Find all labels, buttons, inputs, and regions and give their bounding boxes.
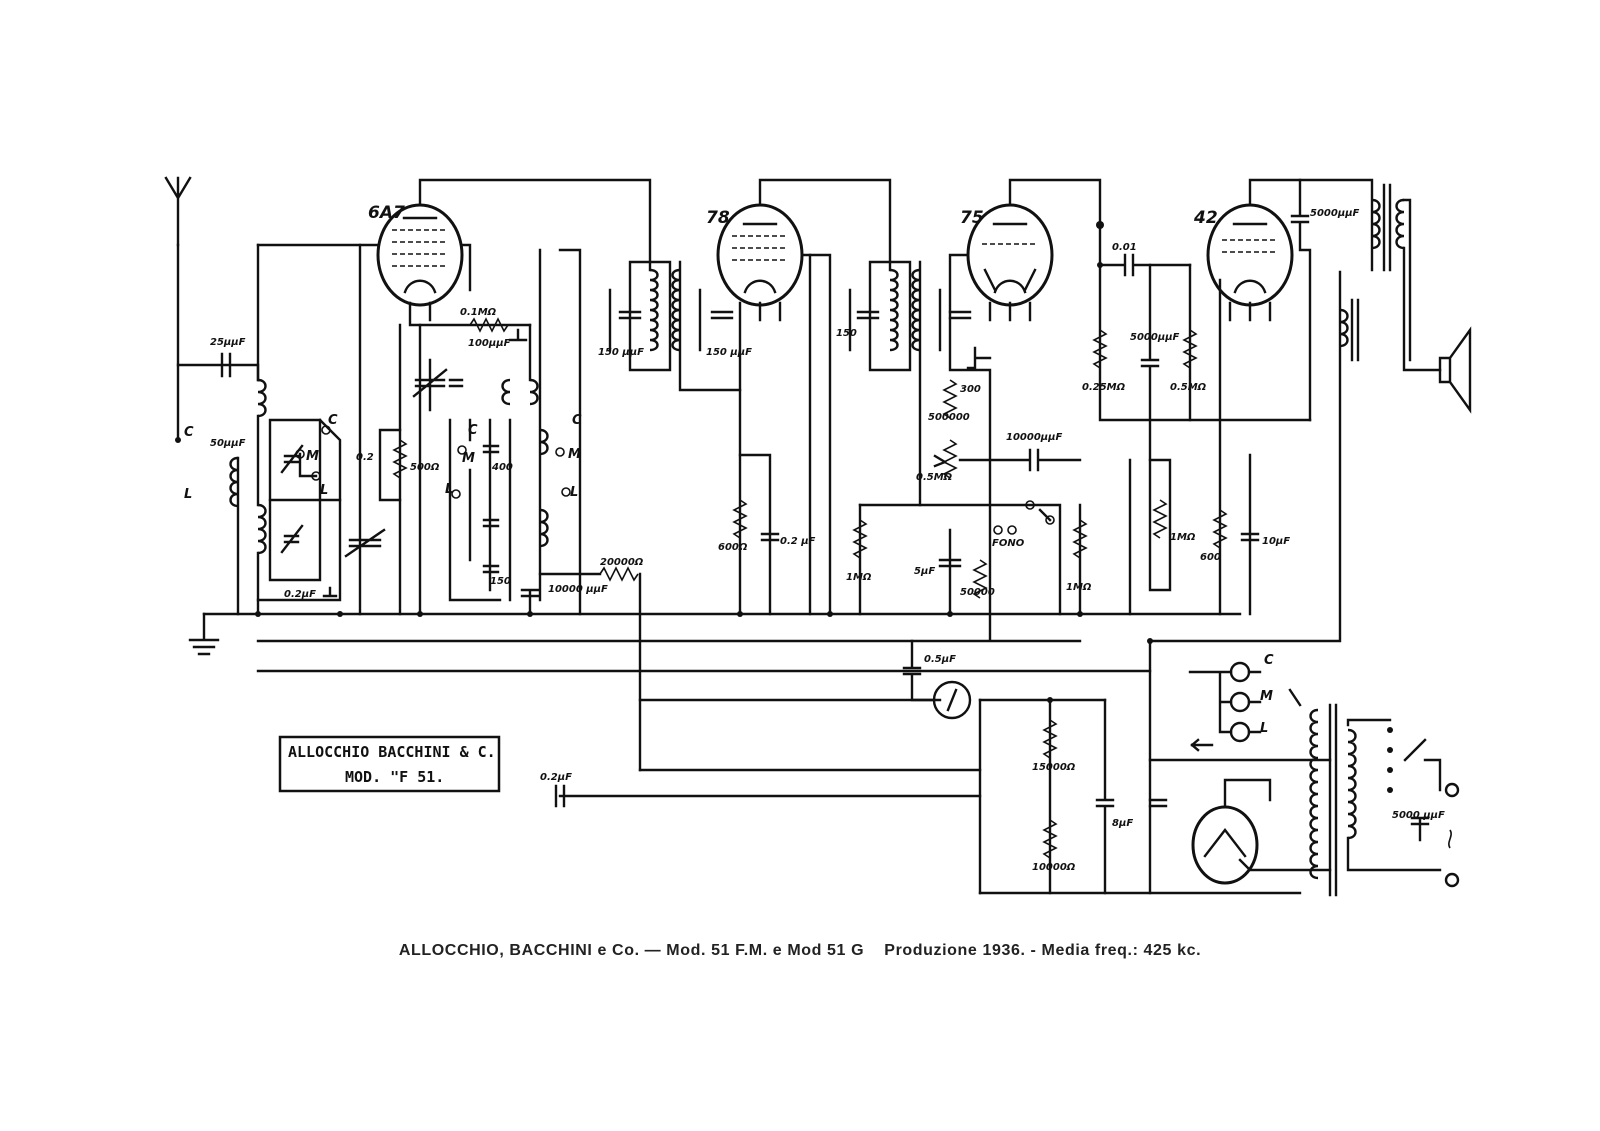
label-c-10uf: 10μF <box>1262 536 1291 547</box>
label-tube-75: 75 <box>960 208 984 228</box>
pilot-lamps <box>1190 663 1300 750</box>
voltage-selector <box>1387 727 1425 793</box>
rectifier-tube <box>1193 807 1257 883</box>
label-c-ant: 25μμF <box>210 337 246 348</box>
label-lamp-c: C <box>1264 653 1274 668</box>
label-c-5uf: 5μF <box>914 566 936 577</box>
label-switch-m1: M <box>306 449 319 464</box>
label-r-05mo: 0.5MΩ <box>916 472 953 483</box>
antenna-symbol <box>166 178 190 245</box>
label-c-150b: 150 μμF <box>598 347 644 358</box>
label-c-02c: 0.2μF <box>540 772 572 783</box>
ground-symbol <box>190 614 218 654</box>
label-r-500: 500Ω <box>410 462 440 473</box>
label-c-5000a: 5000μμF <box>1130 332 1180 343</box>
label-r-025mo: 0.25MΩ <box>1082 382 1126 393</box>
speaker <box>1440 330 1470 410</box>
label-switch-c3: C <box>572 413 582 428</box>
label-r-1mo-vol: 1MΩ <box>1170 532 1196 543</box>
label-tube-78: 78 <box>706 208 730 228</box>
label-switch-l3: L <box>570 485 579 500</box>
label-c-02b: 0.2 μF <box>780 536 816 547</box>
label-r-50000: 50000 <box>960 587 995 598</box>
label-c-001: 0.01 <box>1112 242 1137 253</box>
mains-plug <box>1446 784 1458 886</box>
label-r-600b: 600 <box>1200 552 1221 563</box>
label-c-150a: 150 <box>490 576 511 587</box>
label-switch-c0: C <box>184 425 194 440</box>
label-c-150d: 150 <box>836 328 857 339</box>
label-r-02: 0.2 <box>356 452 374 463</box>
label-switch-c1: C <box>328 413 338 428</box>
label-r-05mo-b: 0.5MΩ <box>1170 382 1207 393</box>
label-c-5000c: 5000 μμF <box>1392 810 1445 821</box>
label-r-1mo-a: 1MΩ <box>846 572 872 583</box>
label-r-600: 600Ω <box>718 542 748 553</box>
label-c-05uf: 0.5μF <box>924 654 956 665</box>
label-r-10000: 10000Ω <box>1032 862 1076 873</box>
label-fono: FONO <box>992 538 1025 549</box>
title-box <box>280 737 499 791</box>
label-r-01mo: 0.1MΩ <box>460 307 497 318</box>
label-switch-l2: L <box>445 482 454 497</box>
title-box-line1: ALLOCCHIO BACCHINI & C. <box>288 743 496 761</box>
label-c-400: 400 <box>492 462 513 473</box>
label-tube-42: 42 <box>1194 208 1218 228</box>
page-caption: ALLOCCHIO, BACCHINI e Co. — Mod. 51 F.M. e Mod 51 G Produzione 1936. - Media freq.: 425 kc. <box>398 942 1202 959</box>
label-c-10000b: 10000μμF <box>1006 432 1063 443</box>
label-c-50: 50μμF <box>210 438 246 449</box>
label-lamp-m: M <box>1260 689 1273 704</box>
tube-78 <box>718 205 802 305</box>
label-c-02a: 0.2μF <box>284 589 316 600</box>
title-box-line2: MOD. "F 51. <box>345 768 445 786</box>
label-switch-l1: L <box>320 483 329 498</box>
label-r-20000: 20000Ω <box>600 557 644 568</box>
label-c-300: 300 <box>960 384 981 395</box>
variable-capacitor-2 <box>346 530 384 556</box>
label-c-5000b: 5000μμF <box>1310 208 1360 219</box>
label-c-10000: 10000 μμF <box>548 584 608 595</box>
label-r-500k: 500000 <box>928 412 970 423</box>
label-switch-l0: L <box>184 487 193 502</box>
label-r-15000: 15000Ω <box>1032 762 1076 773</box>
label-switch-c2: C <box>468 423 478 438</box>
label-c-150c: 150 μμF <box>706 347 752 358</box>
label-c-8uf: 8μF <box>1112 818 1134 829</box>
label-switch-m2: M <box>462 451 475 466</box>
label-tube-6a7: 6A7 <box>368 203 405 223</box>
label-r-1mo-b: 1MΩ <box>1066 582 1092 593</box>
label-lamp-l: L <box>1260 721 1269 736</box>
label-switch-m3: M <box>568 447 581 462</box>
label-c-100: 100μμF <box>468 338 511 349</box>
